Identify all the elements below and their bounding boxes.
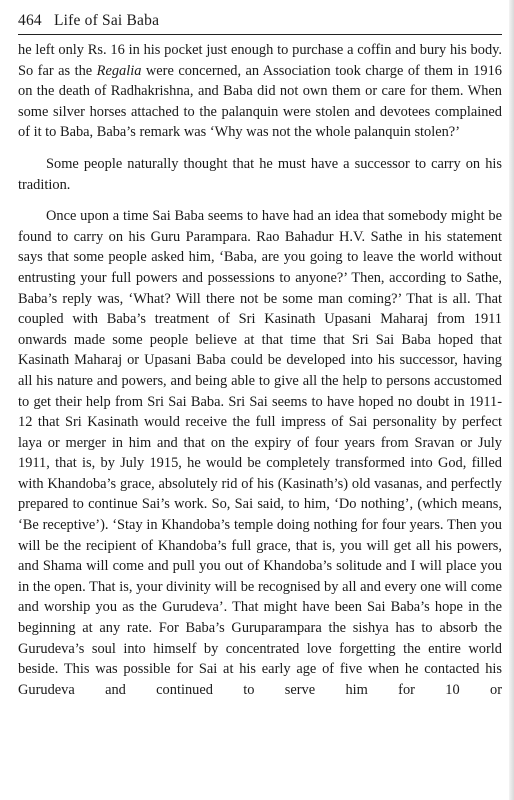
paragraph-1 — [18, 40, 502, 143]
running-header — [18, 10, 502, 35]
regalia-italic: Regalia — [96, 62, 142, 79]
page-number: 464 — [18, 12, 42, 29]
paragraph-1-after: were concerned, an Association took charge of them in 1916 on the death of Radhakrishna, and Baba did not own them or care for them. When some silver horses attached to the palanquin were stolen and devotees complained of it to Baba, Baba’s remark was ‘Why was not the whole palanquin stolen?’ — [18, 62, 503, 141]
book-page — [18, 10, 502, 700]
body-text — [18, 40, 502, 700]
paragraph-1-before: he left only Rs. 16 in his pocket just enough to purchase a coffin and bury his body. So far as the — [18, 42, 502, 79]
page-edge-shadow — [509, 0, 514, 800]
paragraph-3: Once upon a time Sai Baba seems to have had an idea that somebody might be found to carry on his Guru Parampara. Rao Bahadur H.V. Sathe in his statement says that some people asked him, ‘Baba, are you going to leave the world without entrusting your full powers and possessions to anyone?’ Then, according to Sathe, Baba’s reply was, ‘What? Will there not be some man coming?’ That is all. That coupled with Baba’s treatment of Sri Kasinath Upasani Maharaj from 1911 onwards made some people believe at that time that Sri Sai Baba hoped that Kasinath Maharaj or Upasani Baba could be developed into his successor, having all his nature and powers, and being able to give all the help to persons accustomed to get their help from Sri Sai Baba. Sri Sai seems to have hoped no doubt in 1911-12 that Sri Kasinath would receive the full impress of Sai personality by perfect laya or merger in him and that on the expiry of four years from Sravan or July 1911, that is, by July 1915, he would be completely transformed into God, filled with Khandoba’s grace, absolutely rid of his (Kasinath’s) old vasanas, and perfectly prepared to continue Sai’s work. So, Sai said, to him, ‘Do nothing’, (which means, ‘Be receptive’). ‘Stay in Khandoba’s temple doing nothing for four years. Then you will be the recipient of Khandoba’s full grace, that is, you will get all his powers, and Shama will come and pull you out of Khandoba’s solitude and I will place you in the open. That is, your divinity will be recognised by all and every one will come and worship you as the Gurudeva’. That might have been Sai Baba’s hope in the beginning at any rate. For Baba’s Guruparampara the sishya has to absorb the Gurudeva’s soul into himself by concentrated love forgetting the entire world beside. This was possible for Sai at his early age of five when he contacted his Gurudeva and continued to serve him for 10 or — [18, 208, 502, 698]
paragraph-2: Some people naturally thought that he must have a successor to carry on his tradition. — [18, 155, 502, 193]
book-title: Life of Sai Baba — [53, 12, 160, 29]
